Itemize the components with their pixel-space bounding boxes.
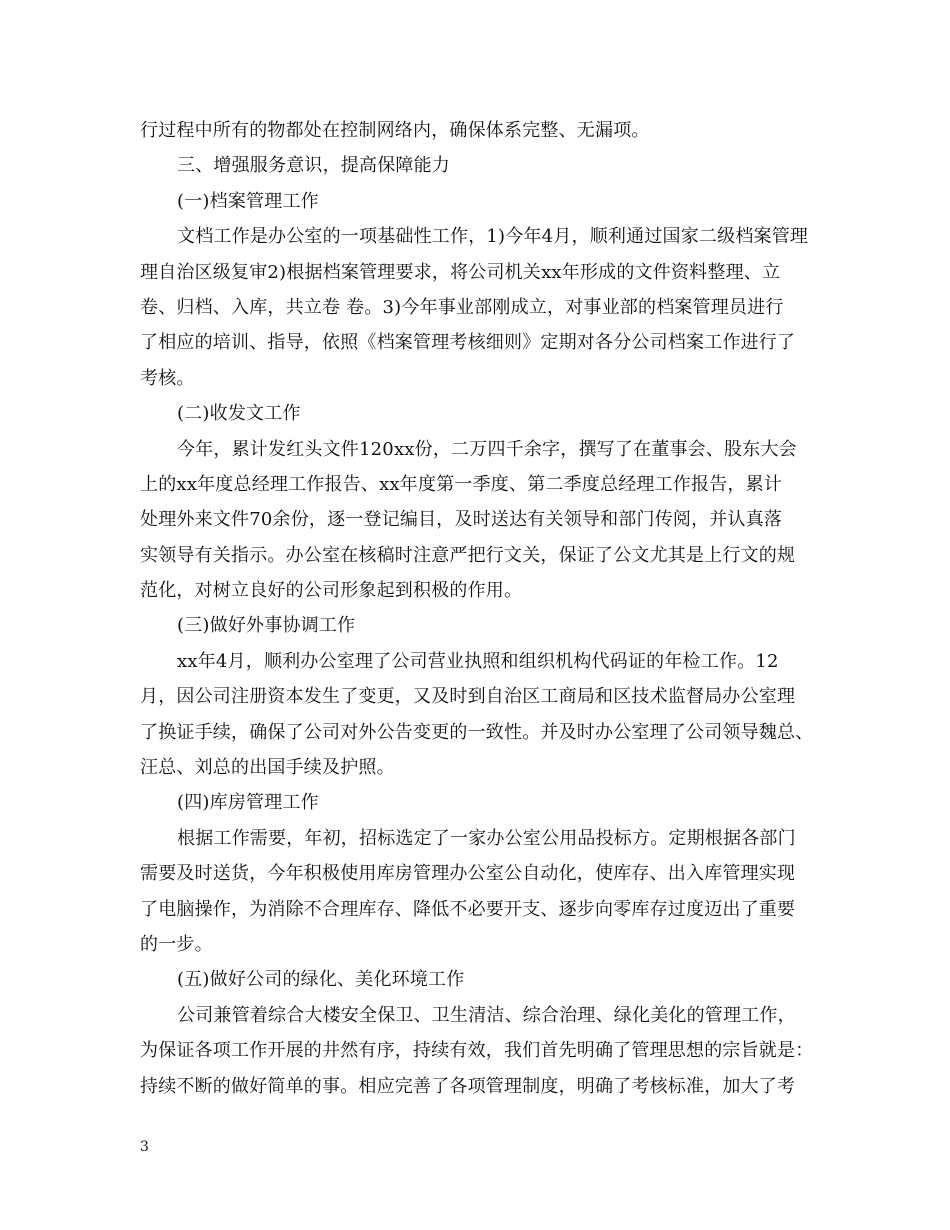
text-line: 理自治区级复审2)根据档案管理要求，将公司机关xx年形成的文件资料整理、立 xyxy=(140,261,781,283)
document-body xyxy=(140,113,830,1104)
text-line: (一)档案管理工作 xyxy=(177,190,319,212)
text-line: 的一步。 xyxy=(140,933,213,955)
text-line: (三)做好外事协调工作 xyxy=(177,615,356,637)
text-line: 处理外来文件70余份，逐一登记编目，及时送达有关领导和部门传阅，并认真落 xyxy=(140,509,783,531)
text-line: 为保证各项工作开展的井然有序，持续有效，我们首先明确了管理思想的宗旨就是： xyxy=(140,1040,814,1062)
text-line: 文档工作是办公室的一项基础性工作，1)今年4月，顺利通过国家二级档案管理 xyxy=(177,226,809,248)
text-line: 持续不断的做好简单的事。相应完善了各项管理制度，明确了考核标准，加大了考 xyxy=(140,1075,796,1097)
text-line: 卷、归档、入库，共立卷 卷。3)今年事业部刚成立，对事业部的档案管理员进行 xyxy=(140,296,784,318)
text-line: 月，因公司注册资本发生了变更，又及时到自治区工商局和区技术监督局办公室理 xyxy=(140,686,796,708)
text-line: (五)做好公司的绿化、美化环境工作 xyxy=(177,969,465,991)
text-line: 范化，对树立良好的公司形象起到积极的作用。 xyxy=(140,580,523,602)
page-number: 3 xyxy=(140,1139,149,1155)
text-line: (二)收发文工作 xyxy=(177,403,301,425)
text-line: 今年，累计发红头文件120xx份，二万四千余字，撰写了在董事会、股东大会 xyxy=(177,438,797,460)
text-line: 三、增强服务意识，提高保障能力 xyxy=(177,155,450,177)
text-line: 汪总、刘总的出国手续及护照。 xyxy=(140,757,395,779)
text-line: 公司兼管着综合大楼安全保卫、卫生清洁、综合治理、绿化美化的管理工作， xyxy=(177,1004,796,1026)
text-line: 行过程中所有的物都处在控制网络内，确保体系完整、无漏项。 xyxy=(140,120,650,141)
text-line: 实领导有关指示。办公室在核稿时注意严把行文关，保证了公文尤其是上行文的规 xyxy=(140,544,796,566)
text-line: 考核。 xyxy=(140,367,195,389)
text-line: 根据工作需要，年初，招标选定了一家办公室公用品投标方。定期根据各部门 xyxy=(177,827,796,849)
text-line: (四)库房管理工作 xyxy=(177,792,319,814)
text-line: xx年4月，顺利办公室理了公司营业执照和组织机构代码证的年检工作。12 xyxy=(177,650,779,672)
text-line: 了电脑操作，为消除不合理库存、降低不必要开支、逐步向零库存过度迈出了重要 xyxy=(140,898,796,920)
text-line: 了换证手续，确保了公司对外公告变更的一致性。并及时办公室理了公司领导魏总、 xyxy=(140,721,814,743)
text-line: 了相应的培训、指导，依照《档案管理考核细则》定期对各分公司档案工作进行了 xyxy=(140,332,796,354)
text-line: 需要及时送货，今年积极使用库房管理办公室公自动化，使库存、出入库管理实现 xyxy=(140,863,796,885)
text-line: 上的xx年度总经理工作报告、xx年度第一季度、第二季度总经理工作报告，累计 xyxy=(140,473,783,495)
